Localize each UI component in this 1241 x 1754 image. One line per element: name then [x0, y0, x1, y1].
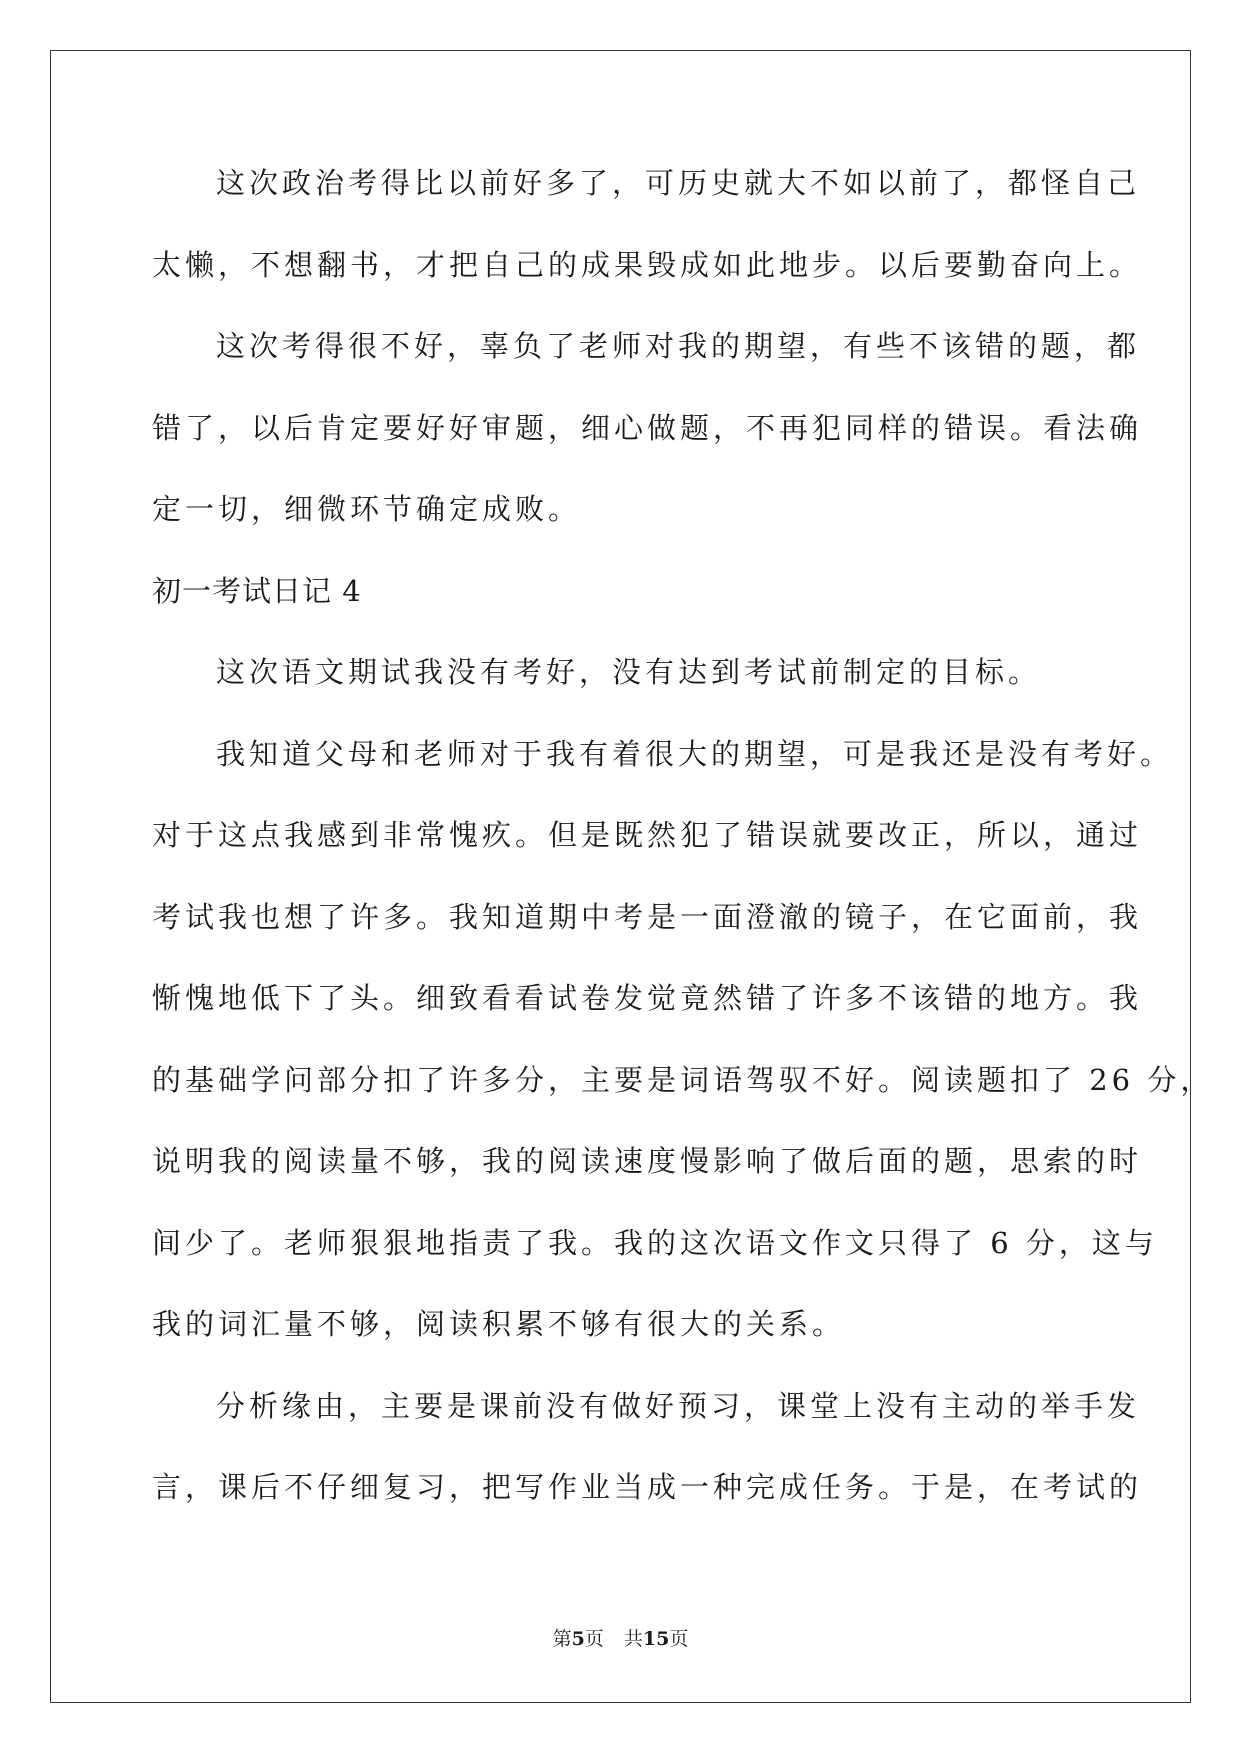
text-line: 言，课后不仔细复习，把写作业当成一种完成任务。于是，在考试的 — [152, 1470, 1143, 1504]
page-prefix: 第 — [552, 1628, 572, 1650]
text-line: 这次语文期试我没有考好，没有达到考试前制定的目标。 — [216, 655, 1042, 689]
text-line: 的基础学问部分扣了许多分，主要是词语驾驭不好。阅读题扣了 26 分， — [152, 1062, 1214, 1097]
text-line: 这次政治考得比以前好多了，可历史就大不如以前了，都怪自己 — [216, 166, 1141, 200]
page-current: 5 — [571, 1628, 585, 1650]
text-line: 间少了。老师狠狠地指责了我。我的这次语文作文只得了 6 分，这与 — [152, 1225, 1158, 1260]
document-body — [152, 160, 1214, 1546]
page-footer — [0, 1627, 1241, 1651]
total-suffix: 页 — [669, 1628, 689, 1650]
total-prefix: 共 — [623, 1628, 643, 1650]
page-total: 15 — [642, 1628, 670, 1650]
text-line: 对于这点我感到非常愧疚。但是既然犯了错误就要改正，所以，通过 — [152, 818, 1143, 852]
text-line: 考试我也想了许多。我知道期中考是一面澄澈的镜子，在它面前，我 — [152, 899, 1143, 934]
text-line: 我的词汇量不够，阅读积累不够有很大的关系。 — [152, 1307, 846, 1341]
section-heading: 初一考试日记 4 — [152, 573, 362, 608]
text-line: 这次考得很不好，辜负了老师对我的期望，有些不该错的题，都 — [216, 329, 1141, 363]
page-suffix: 页 — [584, 1628, 604, 1650]
text-line: 惭愧地低下了头。细致看看试卷发觉竟然错了许多不该错的地方。我 — [152, 981, 1143, 1015]
text-line: 说明我的阅读量不够，我的阅读速度慢影响了做后面的题，思索的时 — [152, 1144, 1143, 1178]
text-line: 太懒，不想翻书，才把自己的成果毁成如此地步。以后要勤奋向上。 — [152, 247, 1143, 282]
text-line: 定一切，细微环节确定成败。 — [152, 492, 582, 526]
text-line: 分析缘由，主要是课前没有做好预习，课堂上没有主动的举手发 — [216, 1388, 1141, 1423]
text-line: 错了，以后肯定要好好审题，细心做题，不再犯同样的错误。看法确 — [152, 410, 1143, 445]
text-line: 我知道父母和老师对于我有着很大的期望，可是我还是没有考好。 — [216, 736, 1174, 771]
